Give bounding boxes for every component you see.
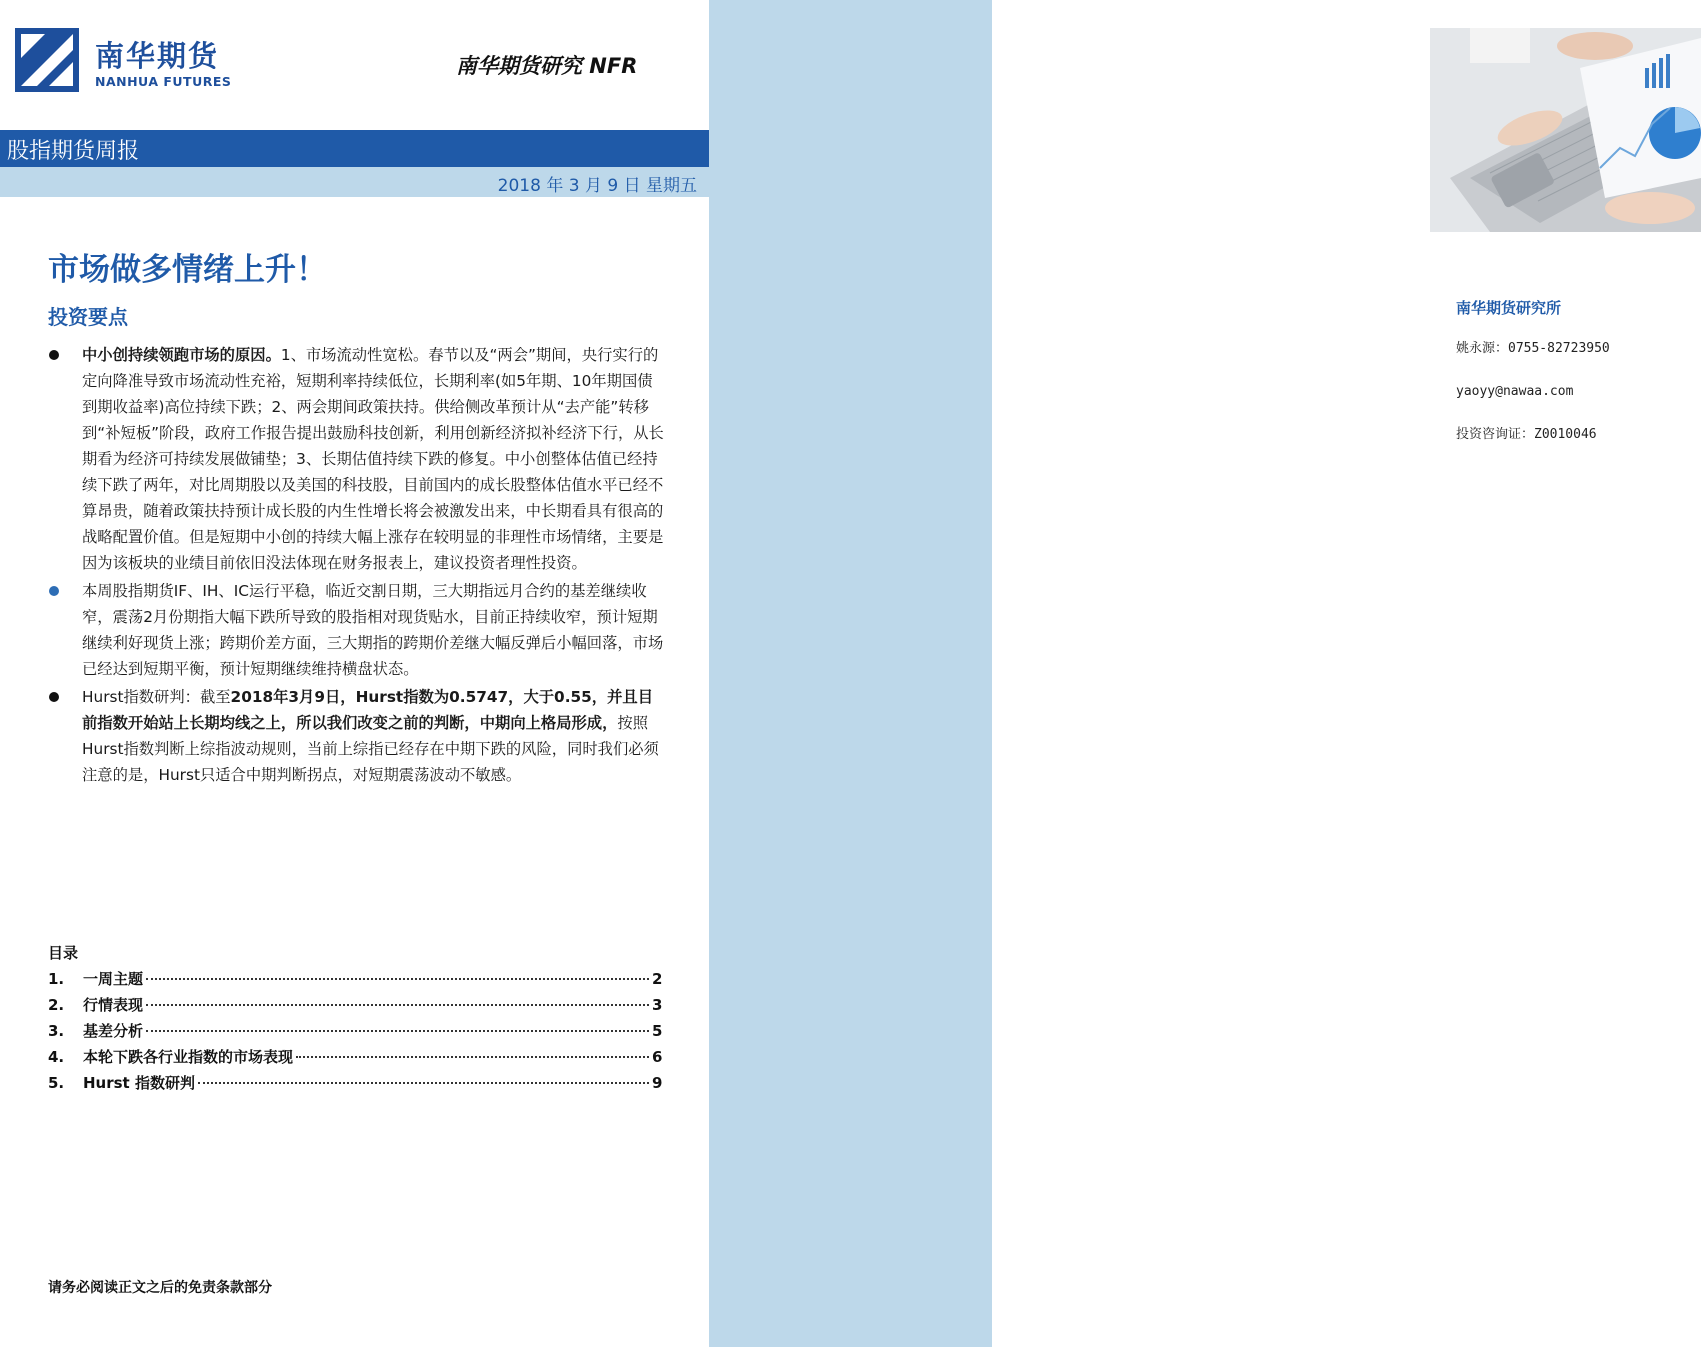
table-of-contents [48,942,662,1098]
research-brand: 南华期货研究 NFR [456,54,638,78]
toc-title: 目录 [48,944,79,962]
analyst-phone: 姚永源：0755-82723950 [1456,341,1610,356]
toc-page: 6 [652,1048,663,1066]
toc-leader [146,978,649,980]
research-org: 南华期货研究所 [1456,299,1562,317]
bullet-dot-icon [49,350,59,360]
analyst-info [1456,297,1696,467]
license-number: 投资咨询证：Z0010046 [1456,427,1597,442]
key-point-1 [47,342,667,576]
key-point-bold: 2018年3月9日，Hurst指数为0.5747，大于0.55，并且目前指数开始站上长期均线之上，所以我们改变之前的判断，中期向上格局形成， [82,688,653,732]
toc-item[interactable] [48,994,662,1020]
analyst-email-row [1456,381,1696,402]
report-headline: 市场做多情绪上升！ [48,252,327,288]
toc-number: 2. [48,996,65,1014]
toc-item[interactable] [48,968,662,994]
bullet-dot-icon [49,586,59,596]
bullet-dot-icon [49,692,59,702]
key-points-list [47,342,667,788]
toc-item[interactable] [48,1020,662,1046]
toc-item[interactable] [48,1072,662,1098]
toc-leader [146,1004,649,1006]
logo-english-name: NANHUA FUTURES [95,74,232,89]
report-type: 股指期货周报 [7,139,140,164]
key-point-pre: Hurst指数研判：截至 [82,688,231,706]
nanhua-logo-icon [15,28,79,92]
toc-number: 5. [48,1074,65,1092]
toc-number: 3. [48,1022,65,1040]
toc-page: 2 [652,970,663,988]
toc-label: 一周主题 [83,970,144,988]
company-logo [15,28,255,92]
cover-photo [1430,28,1701,232]
key-point-text: 本周股指期货IF、IH、IC运行平稳，临近交割日期，三大期指远月合约的基差继续收窄，震荡2月份期指大幅下跌所导致的股指相对现货贴水，目前正持续收窄，预计短期继续利好现货上涨；跨期价差方面，三大期指的跨期价差继大幅反弹后小幅回落，市场已经达到短期平衡，预计短期继续维持横盘状态。 [82,582,664,678]
key-point-3 [47,684,667,788]
toc-page: 9 [652,1074,663,1092]
toc-leader [146,1030,649,1032]
toc-page: 3 [652,996,663,1014]
laptop-chart-illustration [1430,28,1701,232]
toc-number: 1. [48,970,65,988]
section-heading: 投资要点 [48,305,128,329]
toc-item[interactable] [48,1046,662,1072]
report-type-bar [0,130,709,167]
toc-page: 5 [652,1022,663,1040]
analyst-email[interactable]: yaoyy@nawaa.com [1456,384,1574,399]
license-row [1456,424,1696,445]
date-bar [0,167,709,197]
key-point-2 [47,578,667,682]
toc-label: 行情表现 [83,996,144,1014]
toc-label: 本轮下跌各行业指数的市场表现 [83,1048,294,1066]
toc-number: 4. [48,1048,65,1066]
toc-leader [296,1056,649,1058]
report-date: 2018 年 3 月 9 日 星期五 [497,176,697,196]
key-point-lead: 中小创持续领跑市场的原因。 [82,346,281,364]
toc-label: 基差分析 [83,1022,144,1040]
analyst-contact [1456,338,1696,359]
key-point-text: 1、市场流动性宽松。春节以及“两会”期间，央行实行的定向降准导致市场流动性充裕，短期利率持续低位，长期利率(如5年期、10年期国债到期收益率)高位持续下跌；2、两会期间政策扶持。供给侧改革预计从“去产能”转移到“补短板”阶段，政府工作报告提出鼓励科技创新，利用创新经济拟补经济下行，从长期看为经济可持续发展做铺垫；3、长期估值持续下跌的修复。中小创整体估值已经持续下跌了两年，对比周期股以及美国的科技股，目前国内的成长股整体估值水平已经不算昂贵，随着政策扶持预计成长股的内生性增长将会被激发出来，中长期看具有很高的战略配置价值。但是短期中小创的持续大幅上涨存在较明显的非理性市场情绪，主要是因为该板块的业绩目前依旧没法体现在财务报表上，建议投资者理性投资。 [82,346,664,572]
logo-chinese-name: 南华期货 [95,39,220,73]
toc-leader [198,1082,649,1084]
toc-label: Hurst 指数研判 [83,1074,195,1092]
key-point-post: 按照Hurst指数判断上综指波动规则，当前上综指已经存在中期下跌的风险，同时我们必须注意的是，Hurst只适合中期判断拐点，对短期震荡波动不敏感。 [82,714,659,784]
sidebar-panel [709,0,1610,1347]
disclaimer-footer: 请务必阅读正文之后的免责条款部分 [48,1280,272,1296]
